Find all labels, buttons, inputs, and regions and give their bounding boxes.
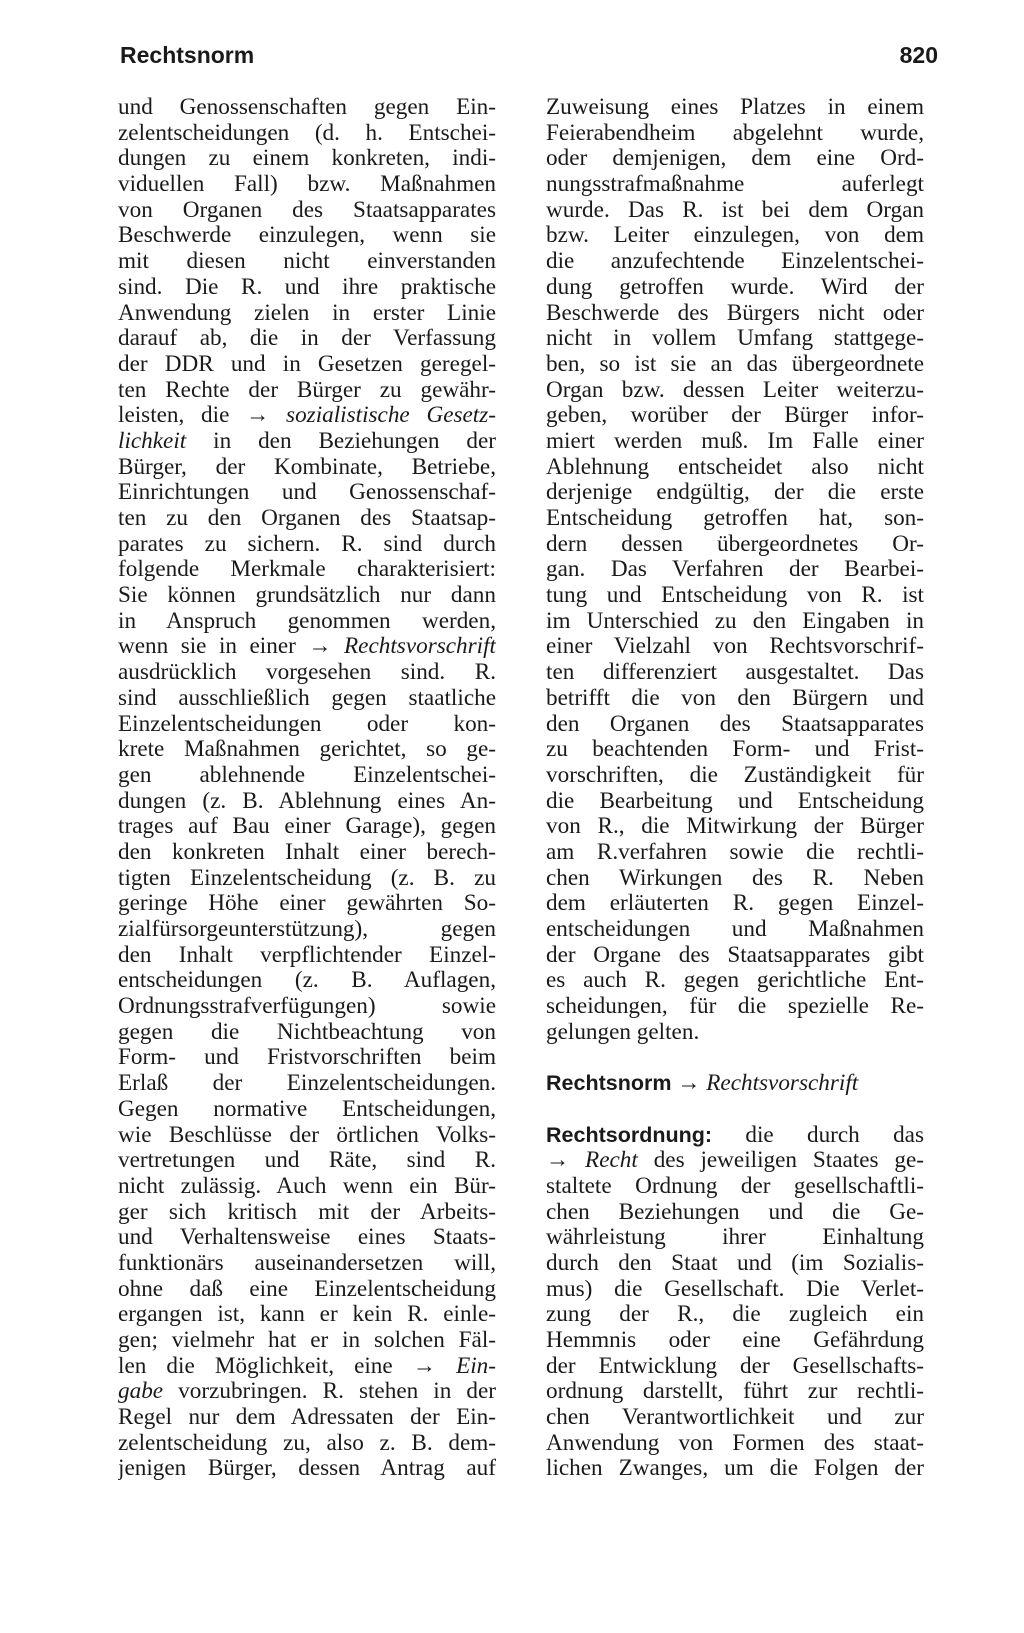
text-line: Form- und Fristvorschriften beim — [118, 1045, 496, 1071]
text-line: trages auf Bau einer Garage), gegen — [118, 814, 496, 840]
text-line: Beschwerde einzulegen, wenn sie — [118, 223, 496, 249]
entry-gap — [546, 1097, 924, 1123]
text-line: betrifft die von den Bürgern und — [546, 685, 924, 711]
entry-rechtsnorm — [546, 1071, 924, 1097]
text-line: funktionärs auseinandersetzen will, — [118, 1250, 496, 1276]
text-line: zelentscheidungen (d. h. Entschei- — [118, 120, 496, 146]
text-line: zung der R., die zugleich ein — [546, 1302, 924, 1328]
text-line: geben, worüber der Bürger infor- — [546, 403, 924, 429]
text-line: ordnung darstellt, führt zur rechtli- — [546, 1379, 924, 1405]
text-line: ger sich kritisch mit der Arbeits- — [118, 1199, 496, 1225]
text-line: oder demjenigen, dem eine Ord- — [546, 146, 924, 172]
text-line: Einzelentscheidungen oder kon- — [118, 711, 496, 737]
text-line: nicht in vollem Umfang stattgege- — [546, 326, 924, 352]
text-line: mit diesen nicht einverstanden — [118, 249, 496, 275]
text-line: chen Wirkungen des R. Neben — [546, 865, 924, 891]
text-line: entscheidungen und Maßnahmen — [546, 917, 924, 942]
entry-term: Rechtsordnung: — [546, 1122, 713, 1147]
text-line: zelentscheidung zu, also z. B. dem- — [118, 1430, 496, 1456]
text-line: chen Verantwortlichkeit und zur — [546, 1405, 924, 1431]
text-line: Anwendung von Formen des staat- — [546, 1430, 924, 1456]
entry-rechtsordnung — [546, 1123, 924, 1483]
text-line: von Organen des Staatsapparates — [118, 197, 496, 223]
text-line: es auch R. gegen gerichtliche Ent- — [546, 968, 924, 994]
text-line: ausdrücklich vorgesehen sind. R. — [118, 660, 496, 686]
text-line: Bürger, der Kombinate, Betriebe, — [118, 454, 496, 480]
text-line: durch den Staat und (im Sozialis- — [546, 1250, 924, 1276]
text-line: Beschwerde des Bürgers nicht oder — [546, 300, 924, 326]
text-line: darauf ab, die in der Verfassung — [118, 326, 496, 352]
text-line: sind. Die R. und ihre praktische — [118, 274, 496, 300]
text-line: im Unterschied zu den Eingaben in — [546, 608, 924, 634]
text-line: leisten, die → sozialistische Gesetz- — [118, 403, 496, 429]
text-line: wurde. Das R. ist bei dem Organ — [546, 197, 924, 223]
text-line: ten zu den Organen des Staatsap- — [118, 506, 496, 531]
text-line: geringe Höhe einer gewährten So- — [118, 891, 496, 917]
text-line: len die Möglichkeit, eine → Ein- — [118, 1353, 496, 1379]
entry-text: die durch das — [745, 1122, 924, 1148]
text-line: Entscheidung getroffen hat, son- — [546, 506, 924, 531]
text-line: am R.verfahren sowie die rechtli- — [546, 839, 924, 865]
text-line: wenn sie in einer → Rechtsvorschrift — [118, 634, 496, 660]
text-line: krete Maßnahmen gerichtet, so ge- — [118, 737, 496, 763]
text-line: vorschriften, die Zuständigkeit für — [546, 762, 924, 788]
text-line: scheidungen, für die spezielle Re- — [546, 994, 924, 1020]
text-line: dungen (z. B. Ablehnung eines An- — [118, 788, 496, 814]
text-line: der DDR und in Gesetzen geregel- — [118, 351, 496, 377]
text-line: Ordnungsstrafverfügungen) sowie — [118, 994, 496, 1020]
text-line: der Organe des Staatsapparates gibt — [546, 942, 924, 968]
arrow-icon: → — [546, 1148, 586, 1174]
text-line: den Inhalt verpflichtender Einzel- — [118, 942, 496, 968]
text-line: vertretungen und Räte, sind R. — [118, 1148, 496, 1174]
text-line: wie Beschlüsse der örtlichen Volks- — [118, 1122, 496, 1148]
text-line: ten differenziert ausgestaltet. Das — [546, 660, 924, 686]
text-line: Gegen normative Entscheidungen, — [118, 1096, 496, 1122]
text-line: dem erläuterten R. gegen Einzel- — [546, 891, 924, 917]
text-line: mus) die Gesellschaft. Die Verlet- — [546, 1276, 924, 1302]
text-line: nicht zulässig. Auch wenn ein Bür- — [118, 1173, 496, 1199]
running-head: Rechtsnorm — [120, 42, 255, 68]
entry-gap — [546, 1045, 924, 1071]
text-line: Erlaß der Einzelentscheidungen. — [118, 1071, 496, 1097]
text-line: die anzufechtende Einzelentschei- — [546, 249, 924, 275]
entry-text: des jeweiligen Staates ge- — [637, 1148, 924, 1174]
text-line: derjenige endgültig, der die erste — [546, 480, 924, 506]
text-line: in Anspruch genommen werden, — [118, 608, 496, 634]
text-line: und Genossenschaften gegen Ein- — [118, 95, 496, 120]
text-line: Anwendung zielen in erster Linie — [118, 300, 496, 326]
text-line: und Verhaltensweise eines Staats- — [118, 1225, 496, 1251]
text-line: nungsstrafmaßnahme auferlegt — [546, 172, 924, 198]
text-line: lichkeit in den Beziehungen der — [118, 428, 496, 454]
text-line: zu beachtenden Form- und Frist- — [546, 737, 924, 763]
text-line: ten Rechte der Bürger zu gewähr- — [118, 377, 496, 403]
text-line: ben, so ist sie an das übergeordnete — [546, 351, 924, 377]
text-line: viduellen Fall) bzw. Maßnahmen — [118, 172, 496, 198]
page-number: 820 — [899, 42, 938, 68]
text-line — [546, 1148, 924, 1174]
text-line: von R., die Mitwirkung der Bürger — [546, 814, 924, 840]
text-line: ergangen ist, kann er kein R. einle- — [118, 1302, 496, 1328]
text-line: Organ bzw. dessen Leiter weiterzu- — [546, 377, 924, 403]
text-line: gen ablehnende Einzelentschei- — [118, 762, 496, 788]
text-line: Ablehnung entscheidet also nicht — [546, 454, 924, 480]
text-line: jenigen Bürger, dessen Antrag auf — [118, 1456, 496, 1482]
text-line: Einrichtungen und Genossenschaf- — [118, 480, 496, 506]
entry-term: Rechtsnorm — [546, 1071, 672, 1096]
entry-first-line — [546, 1123, 924, 1149]
text-line: gelungen gelten. — [546, 1019, 700, 1045]
page-header — [120, 42, 938, 78]
text-line: folgende Merkmale charakterisiert: — [118, 557, 496, 583]
arrow-icon: → — [677, 1071, 701, 1097]
left-text-column — [118, 95, 496, 1482]
text-line: gegen die Nichtbeachtung von — [118, 1019, 496, 1045]
cross-reference: Rechtsvorschrift — [706, 1071, 859, 1097]
text-line: dungen zu einem konkreten, indi- — [118, 146, 496, 172]
text-line: die Bearbeitung und Entscheidung — [546, 788, 924, 814]
text-line: dung getroffen wurde. Wird der — [546, 274, 924, 300]
text-line: den konkreten Inhalt einer berech- — [118, 839, 496, 865]
text-line: miert werden muß. Im Falle einer — [546, 428, 924, 454]
text-line: staltete Ordnung der gesellschaftli- — [546, 1173, 924, 1199]
right-text-column — [546, 95, 924, 1482]
cross-reference: Recht — [585, 1148, 638, 1174]
text-line: den Organen des Staatsapparates — [546, 711, 924, 737]
text-line: ohne daß eine Einzelentscheidung — [118, 1276, 496, 1302]
text-line: dern dessen übergeordnetes Or- — [546, 531, 924, 557]
text-line: tung und Entscheidung von R. ist — [546, 583, 924, 609]
text-line: währleistung ihrer Einhaltung — [546, 1225, 924, 1251]
text-line: sind ausschließlich gegen staatliche — [118, 685, 496, 711]
entry-body — [546, 1148, 924, 1482]
text-line: der Entwicklung der Gesellschafts- — [546, 1353, 924, 1379]
text-line: tigten Einzelentscheidung (z. B. zu — [118, 865, 496, 891]
text-line: entscheidungen (z. B. Auflagen, — [118, 968, 496, 994]
entry-rechtsmittel-continuation — [546, 95, 924, 1045]
text-line: gen; vielmehr hat er in solchen Fäl- — [118, 1328, 496, 1353]
text-line: gabe vorzubringen. R. stehen in der — [118, 1379, 496, 1405]
text-line: Regel nur dem Adressaten der Ein- — [118, 1405, 496, 1431]
text-line: einer Vielzahl von Rechtsvorschrif- — [546, 634, 924, 660]
text-line: parates zu sichern. R. sind durch — [118, 531, 496, 557]
text-line: Feierabendheim abgelehnt wurde, — [546, 120, 924, 146]
text-line: Zuweisung eines Platzes in einem — [546, 95, 924, 120]
text-line: Hemmnis oder eine Gefährdung — [546, 1328, 924, 1353]
text-line: lichen Zwanges, um die Folgen der — [546, 1456, 924, 1482]
text-line: gan. Das Verfahren der Bearbei- — [546, 557, 924, 583]
text-line: Sie können grundsätzlich nur dann — [118, 583, 496, 609]
text-line: zialfürsorgeunterstützung), gegen — [118, 917, 496, 942]
text-line: bzw. Leiter einzulegen, von dem — [546, 223, 924, 249]
text-line: chen Beziehungen und die Ge- — [546, 1199, 924, 1225]
